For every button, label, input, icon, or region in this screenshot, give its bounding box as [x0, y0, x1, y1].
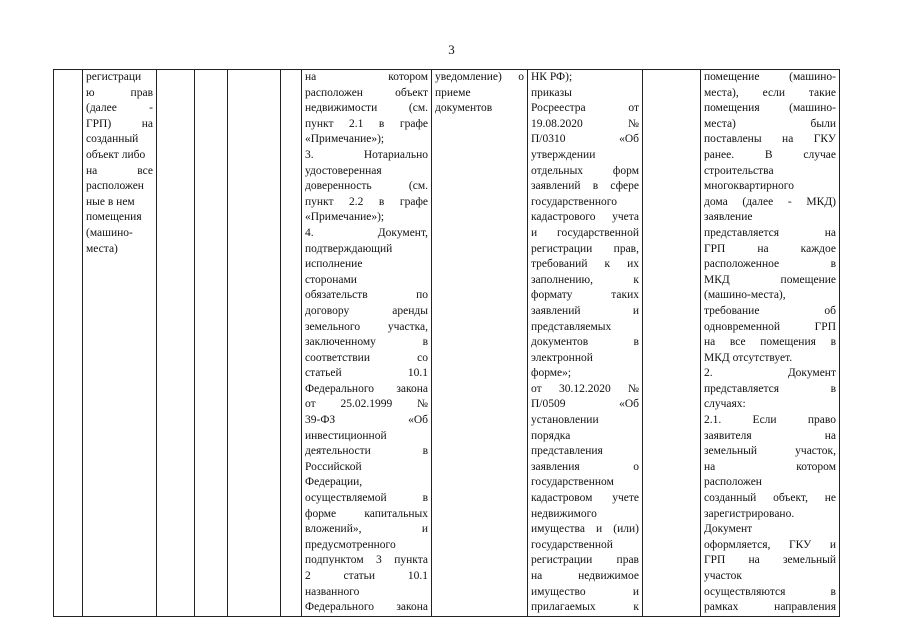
text-line: «Примечание»); — [305, 211, 385, 224]
col-9-cell — [528, 70, 643, 617]
text-line: места), если такие — [704, 86, 836, 99]
text-line: приказы — [531, 86, 572, 99]
col-10-cell — [643, 70, 701, 617]
text-line: пункт 2.1 в графе — [305, 117, 428, 130]
text-line: Российской — [305, 460, 362, 473]
text-line: НК РФ); — [531, 71, 573, 83]
text-line: документов — [435, 102, 493, 115]
text-line: форме»; — [531, 367, 572, 380]
col-9-text — [528, 70, 642, 616]
col-1-cell — [54, 70, 83, 617]
col-11-text — [701, 70, 839, 616]
text-line: требование об — [704, 304, 836, 317]
text-line: порядка — [531, 429, 571, 442]
text-line: МКД помещение — [704, 273, 836, 286]
col-11-cell — [701, 70, 840, 617]
text-line: 19.08.2020 № — [531, 117, 639, 130]
text-line: статьей 10.1 — [305, 367, 428, 380]
regulation-table — [53, 69, 840, 617]
text-line: электронной — [531, 351, 593, 364]
text-line: имущество и — [531, 585, 639, 598]
text-line: имущества и (или) — [531, 523, 639, 536]
text-line: одновременной ГРП — [704, 320, 836, 333]
text-line: оформляется, ГКУ и — [704, 538, 836, 551]
text-line: государственном — [531, 476, 614, 489]
text-line: кадастровом учете — [531, 492, 639, 505]
text-line: вложений», и — [305, 523, 428, 536]
text-line: ГРП на каждое — [704, 242, 836, 255]
text-line: помещения — [86, 211, 142, 224]
text-line: утверждении — [531, 148, 596, 161]
text-line: заявлений и — [531, 304, 639, 317]
text-line: ранее. В случае — [704, 148, 836, 161]
text-line: случаях: — [704, 398, 746, 411]
text-line: зарегистрировано. — [704, 507, 795, 520]
text-line: ю прав — [86, 86, 153, 99]
text-line: осуществляются в — [704, 585, 836, 598]
text-line: П/0310 «Об — [531, 133, 639, 146]
text-line: заявление — [704, 211, 753, 224]
text-line: осуществляемой в — [305, 492, 428, 505]
text-line: на котором — [704, 460, 836, 473]
text-line: объект либо — [86, 148, 146, 161]
col-3-cell — [157, 70, 195, 617]
text-line: представляется на — [704, 226, 836, 239]
text-line: пункт 2.2 в графе — [305, 195, 428, 208]
text-line: ные в нем — [86, 195, 135, 208]
col-6-cell — [281, 70, 302, 617]
text-line: (машино- — [86, 226, 133, 239]
text-line: Федерации, — [305, 476, 363, 489]
text-line: ГРП) на — [86, 117, 153, 130]
text-line: прилагаемых к — [531, 601, 639, 614]
text-line: уведомление) о — [435, 71, 524, 83]
text-line: помещения (машино- — [704, 102, 836, 115]
text-line: места) были — [704, 117, 836, 130]
text-line: земельный участок, — [704, 445, 836, 458]
text-line: форме капитальных — [305, 507, 428, 520]
col-7-cell — [302, 70, 432, 617]
text-line: отдельных форм — [531, 164, 639, 177]
col-7-text — [302, 70, 431, 616]
text-line: государственного — [531, 195, 617, 208]
text-line: строительства — [704, 164, 774, 177]
text-line: исполнение — [305, 258, 363, 271]
text-line: и государственной — [531, 226, 639, 239]
text-line: от 25.02.1999 № — [305, 398, 428, 411]
text-line: МКД отсутствует. — [704, 351, 793, 364]
text-line: от 30.12.2020 № — [531, 382, 639, 395]
text-line: регистрации прав — [531, 554, 639, 567]
text-line: дома (далее - МКД) — [704, 195, 836, 208]
text-line: созданный — [86, 133, 139, 146]
text-line: Федерального закона — [305, 601, 428, 614]
text-line: предусмотренного — [305, 538, 396, 551]
text-line: деятельности в — [305, 445, 428, 458]
text-line: земельного участка, — [305, 320, 428, 333]
text-line: на недвижимое — [531, 570, 639, 582]
text-line: 2. Документ — [704, 367, 836, 380]
text-line: заполнению, к — [531, 273, 639, 286]
text-line: П/0509 «Об — [531, 398, 639, 411]
text-line: расположен — [704, 476, 762, 489]
text-line: заявителя на — [704, 429, 836, 442]
text-line: удостоверенная — [305, 164, 382, 177]
col-4-cell — [195, 70, 228, 617]
text-line: расположен — [86, 180, 144, 193]
text-line: названного — [305, 585, 360, 598]
text-line: созданный объект, не — [704, 492, 836, 505]
text-line: договору аренды — [305, 304, 428, 317]
text-line: подпунктом 3 пункта — [305, 554, 428, 567]
text-line: места) — [86, 242, 118, 255]
text-line: 2.1. Если право — [704, 414, 836, 427]
text-line: 4. Документ, — [305, 226, 428, 239]
col-8-text — [432, 70, 527, 117]
text-line: на котором — [305, 71, 428, 83]
text-line: ГРП на земельный — [704, 554, 836, 567]
text-line: формату таких — [531, 289, 639, 302]
col-8-cell — [432, 70, 528, 617]
text-line: недвижимого — [531, 507, 597, 520]
text-line: сторонами — [305, 273, 357, 286]
text-line: документов в — [531, 336, 639, 349]
text-line: 39-ФЗ «Об — [305, 414, 428, 427]
page-number: 3 — [448, 42, 455, 57]
text-line: установлении — [531, 414, 599, 427]
text-line: рамках направления — [704, 601, 836, 614]
text-line: Федерального закона — [305, 382, 428, 395]
text-line: Росреестра от — [531, 102, 639, 115]
col-2-text — [83, 70, 156, 257]
text-line: расположенное в — [704, 258, 836, 271]
text-line: 3. Нотариально — [305, 148, 428, 161]
text-line: представляется в — [704, 382, 836, 395]
text-line: подтверждающий — [305, 242, 393, 255]
text-line: государственной — [531, 538, 613, 551]
text-line: «Примечание»); — [305, 133, 385, 146]
text-line: на все помещения в — [704, 336, 836, 349]
text-line: участок — [704, 570, 742, 582]
text-line: обязательств по — [305, 289, 428, 302]
text-line: требований к их — [531, 258, 639, 271]
text-line: соответствии со — [305, 351, 428, 364]
text-line: доверенность (см. — [305, 180, 428, 193]
text-line: помещение (машино- — [704, 71, 836, 83]
text-line: приеме — [435, 86, 471, 99]
text-line: на все — [86, 164, 153, 177]
col-2-cell — [83, 70, 157, 617]
text-line: представления — [531, 445, 603, 458]
text-line: регистрации прав, — [531, 242, 639, 255]
text-line: регистраци — [86, 71, 142, 83]
col-5-cell — [228, 70, 281, 617]
text-line: поставлены на ГКУ — [704, 133, 836, 146]
text-line: (машино-места), — [704, 289, 786, 302]
text-line: недвижимости (см. — [305, 102, 428, 115]
text-line: заключенному в — [305, 336, 428, 349]
text-line: (далее - — [86, 102, 153, 115]
text-line: заявления о — [531, 460, 639, 473]
text-line: заявлений в сфере — [531, 180, 639, 193]
text-line: представляемых — [531, 320, 612, 333]
text-line: расположен объект — [305, 86, 428, 99]
text-line: Документ — [704, 523, 753, 536]
text-line: многоквартирного — [704, 180, 794, 193]
text-line: инвестиционной — [305, 429, 387, 442]
text-line: кадастрового учета — [531, 211, 639, 224]
text-line: 2 статьи 10.1 — [305, 570, 428, 582]
